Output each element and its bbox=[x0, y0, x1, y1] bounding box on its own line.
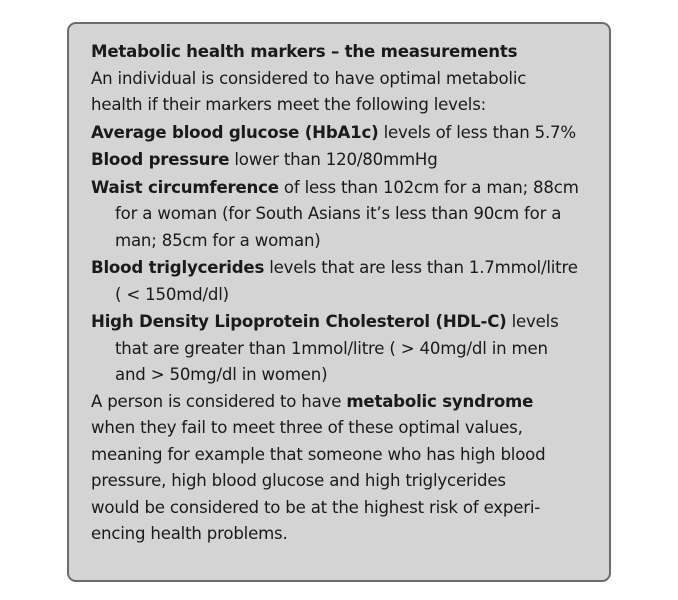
info-box bbox=[67, 22, 611, 582]
syndrome-line-2: when they fail to meet three of these optimal values, bbox=[91, 418, 523, 437]
marker-hdl-text: levels bbox=[506, 312, 559, 331]
syndrome-line-6: encing health problems. bbox=[91, 524, 288, 543]
syndrome-line-3: meaning for example that someone who has high blood bbox=[91, 444, 546, 464]
syndrome-line-4: pressure, high blood glucose and high triglycerides bbox=[91, 471, 506, 490]
marker-waist-label: Waist circumference bbox=[91, 177, 279, 197]
marker-waist-cont-1: for a woman (for South Asians it’s less than 90cm for a bbox=[115, 204, 562, 223]
marker-hba1c-label: Average blood glucose (HbA1c) bbox=[91, 122, 379, 142]
marker-hba1c-text: levels of less than 5.7% bbox=[378, 122, 576, 142]
marker-hdl-cont-2: and > 50mg/dl in women) bbox=[115, 365, 328, 384]
marker-hba1c bbox=[91, 120, 599, 147]
marker-triglycerides-text: levels that are less than 1.7mmol/litre bbox=[264, 258, 578, 277]
syndrome-term: metabolic syndrome bbox=[346, 391, 534, 411]
marker-hdl-label: High Density Lipoprotein Cholesterol (HDL-C) bbox=[91, 312, 507, 331]
syndrome-line-1 bbox=[91, 389, 599, 416]
marker-blood-pressure-label: Blood pressure bbox=[91, 150, 230, 169]
marker-blood-pressure-text: lower than 120/80mmHg bbox=[229, 150, 438, 169]
box-title: Metabolic health markers – the measurements bbox=[91, 42, 518, 61]
intro-line-2: health if their markers meet the following levels: bbox=[91, 95, 487, 114]
marker-blood-pressure bbox=[91, 147, 599, 174]
marker-triglycerides-label: Blood triglycerides bbox=[91, 258, 265, 277]
intro-line-1: An individual is considered to have optimal metabolic bbox=[91, 68, 527, 88]
marker-waist-text: of less than 102cm for a man; 88cm bbox=[278, 177, 579, 197]
marker-hdl-cont-1: that are greater than 1mmol/litre ( > 40mg/dl in men bbox=[115, 338, 548, 358]
marker-triglycerides-cont-1: ( < 150md/dl) bbox=[115, 284, 229, 304]
syndrome-before: A person is considered to have bbox=[91, 391, 347, 411]
marker-waist-cont-2: man; 85cm for a woman) bbox=[115, 230, 321, 250]
syndrome-line-5: would be considered to be at the highest risk of experi- bbox=[91, 497, 541, 517]
marker-triglycerides bbox=[91, 255, 599, 282]
marker-waist bbox=[91, 175, 599, 202]
marker-hdl bbox=[91, 309, 599, 336]
